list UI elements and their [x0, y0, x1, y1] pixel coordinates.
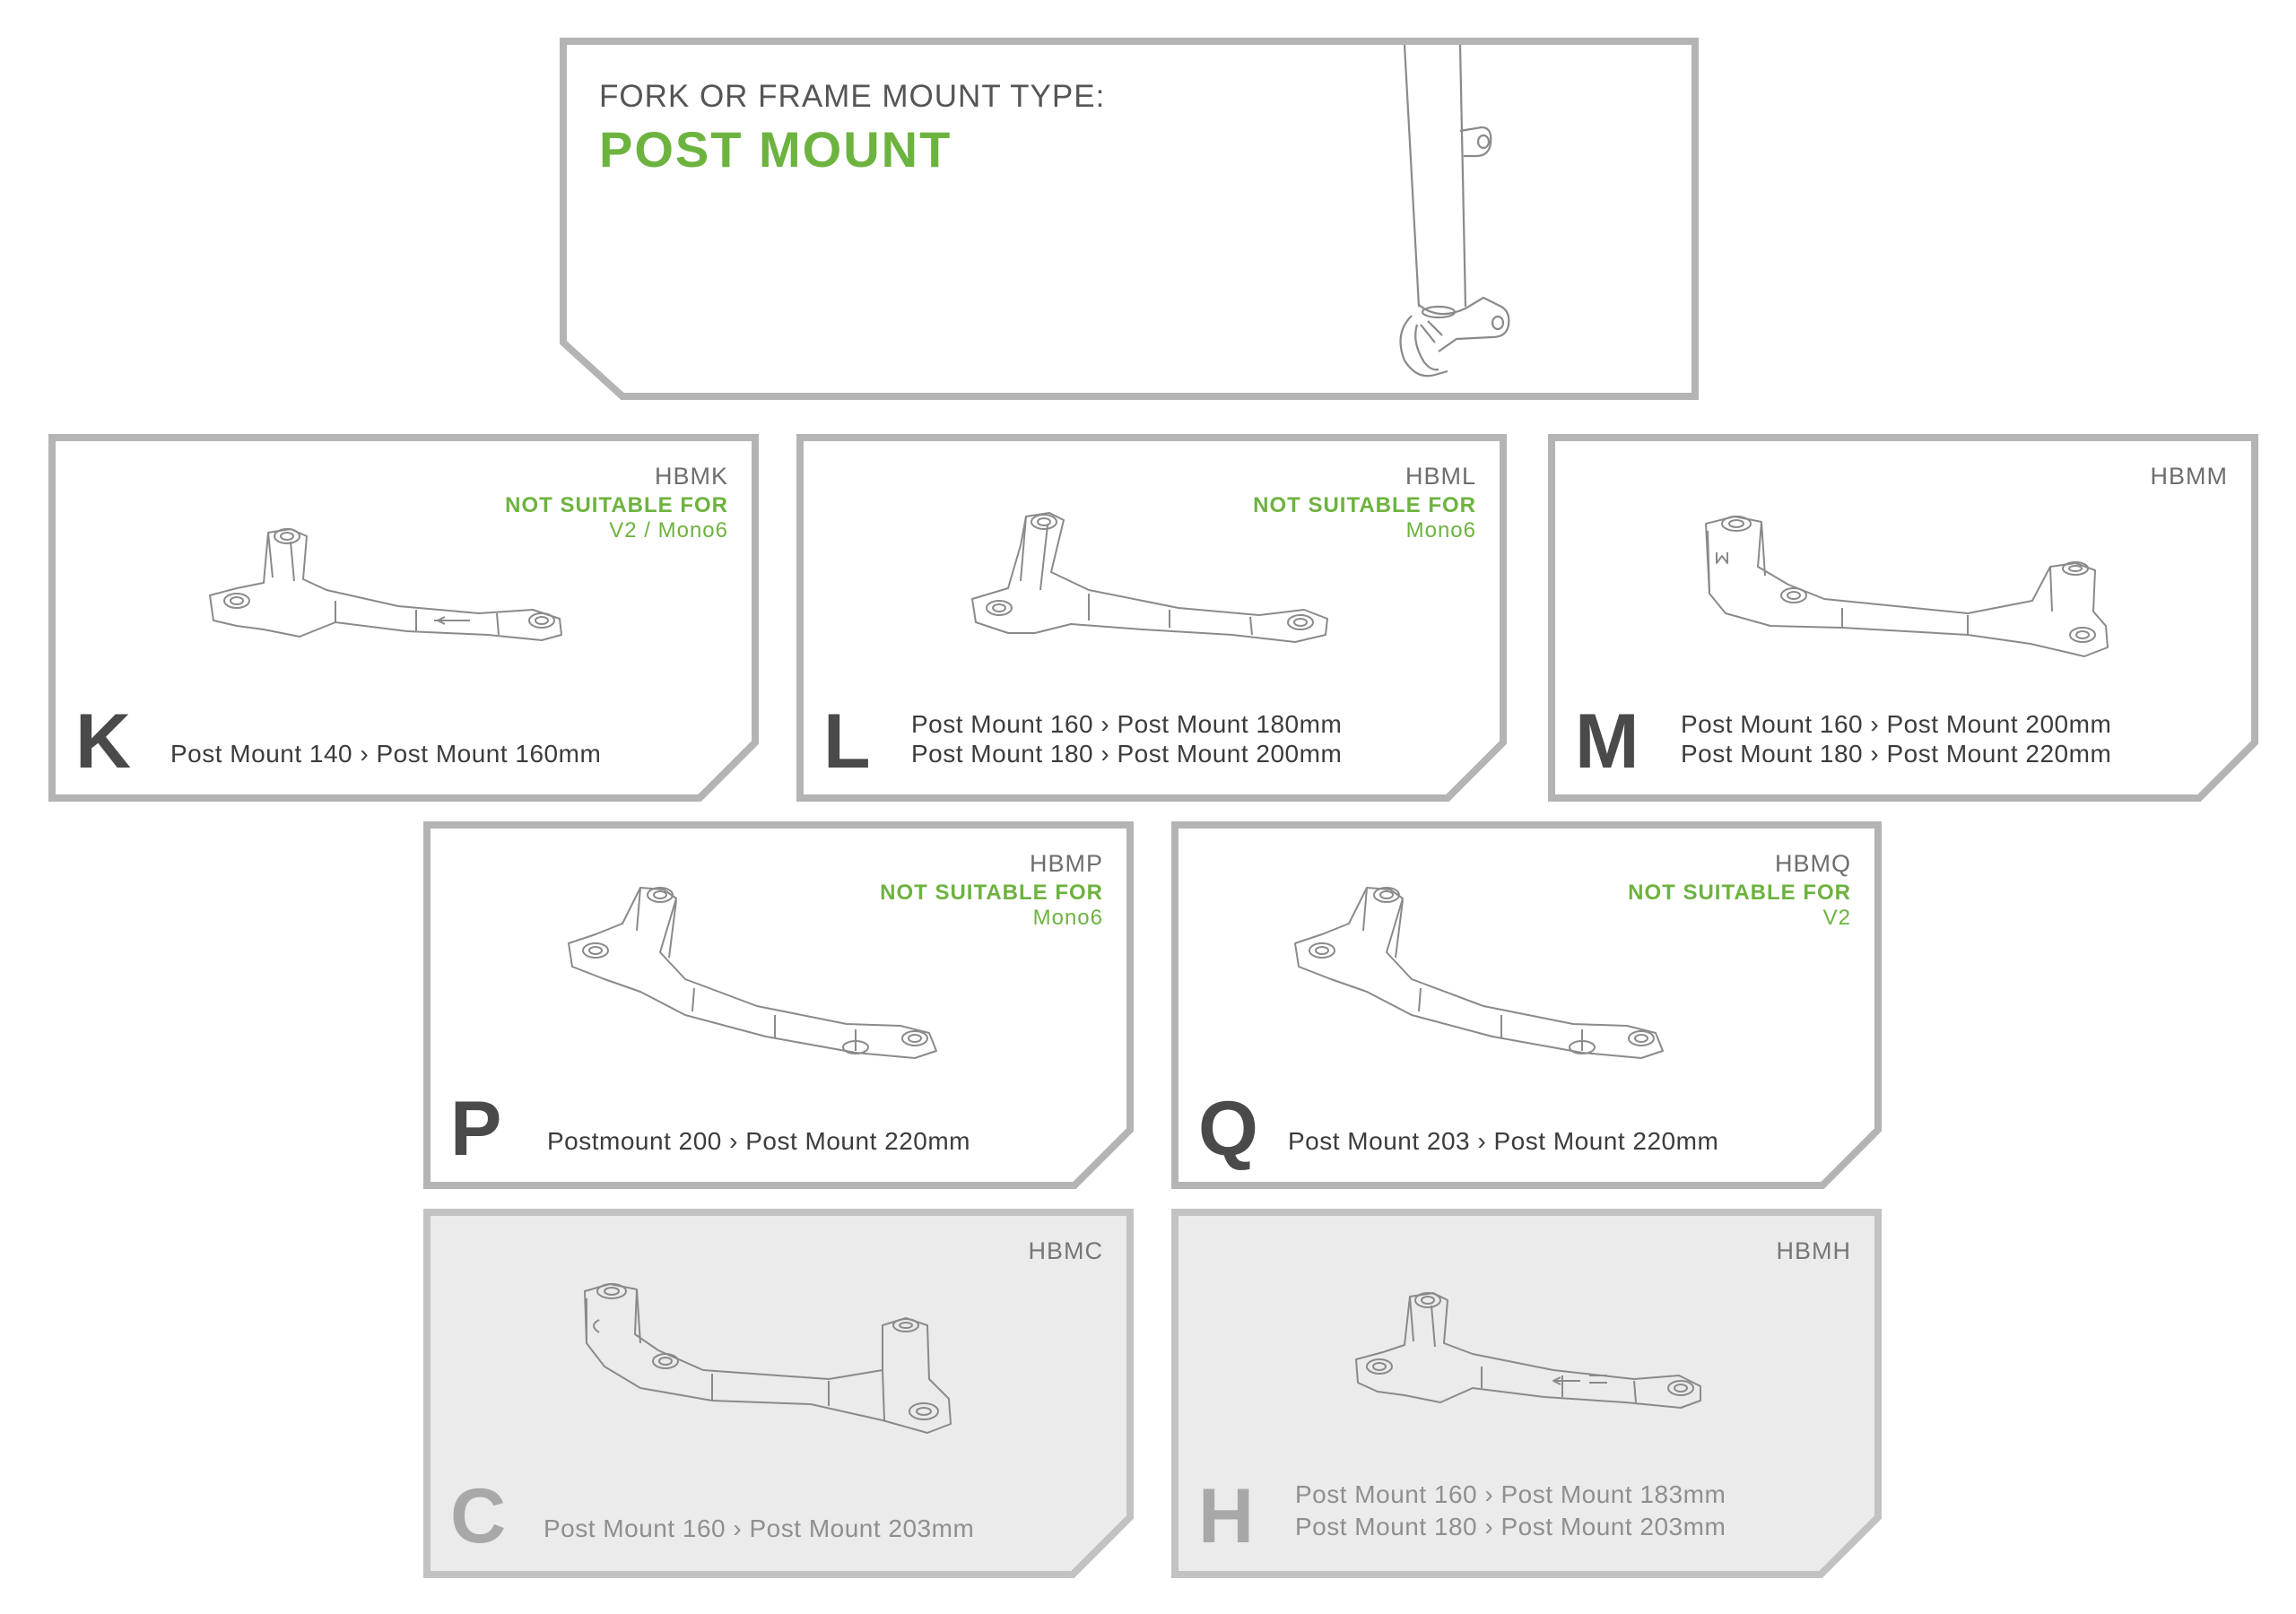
adapter-code: HBMP	[1029, 850, 1103, 877]
adapter-letter: L	[823, 699, 871, 785]
adapter-code: HBMM	[2150, 463, 2228, 490]
adapter-code: HBML	[1405, 463, 1476, 490]
adapter-card-hbmp	[423, 821, 1134, 1189]
adapter-code: HBMH	[1776, 1237, 1851, 1264]
fork-leg-illustration	[1349, 38, 1582, 400]
adapter-description-line: Postmount 200 › Post Mount 220mm	[547, 1127, 970, 1155]
adapter-letter: M	[1575, 699, 1639, 785]
adapter-card-hbmh	[1171, 1209, 1882, 1578]
not-suitable-label: NOT SUITABLE FOR	[880, 881, 1103, 905]
adapter-description-line: Post Mount 180 › Post Mount 220mm	[1681, 740, 2112, 768]
adapter-code: HBMK	[654, 463, 728, 490]
adapter-p-illustration	[560, 881, 972, 1069]
adapter-m-illustration	[1699, 513, 2129, 692]
adapter-description-line: Post Mount 140 › Post Mount 160mm	[170, 740, 602, 768]
adapter-h-illustration	[1347, 1288, 1742, 1422]
adapter-letter: P	[450, 1086, 502, 1172]
adapter-description-line: Post Mount 160 › Post Mount 200mm	[1681, 710, 2112, 738]
adapter-code: HBMQ	[1775, 850, 1851, 877]
adapter-c-illustration	[578, 1280, 990, 1460]
not-suitable-label: NOT SUITABLE FOR	[1253, 493, 1476, 517]
mount-type-title: POST MOUNT	[599, 121, 952, 178]
adapter-letter: H	[1198, 1473, 1255, 1559]
adapter-card-hbmc	[423, 1209, 1134, 1578]
mount-type-panel	[560, 38, 1699, 400]
not-suitable-models: Mono6	[1405, 518, 1476, 542]
adapter-card-hbmk	[48, 434, 759, 802]
adapter-l-illustration	[963, 509, 1358, 644]
adapter-letter: K	[75, 699, 132, 785]
not-suitable-models: Mono6	[1032, 906, 1103, 930]
not-suitable-models: V2	[1822, 906, 1851, 930]
adapter-letter: Q	[1198, 1086, 1258, 1172]
mount-type-label: FORK OR FRAME MOUNT TYPE:	[599, 79, 1106, 114]
not-suitable-label: NOT SUITABLE FOR	[505, 493, 728, 517]
adapter-q-illustration	[1286, 881, 1699, 1069]
adapter-description-line: Post Mount 180 › Post Mount 200mm	[911, 740, 1343, 768]
adapter-description-line: Post Mount 160 › Post Mount 180mm	[911, 710, 1343, 738]
adapter-letter: C	[450, 1473, 507, 1559]
adapter-card-hbmq	[1171, 821, 1882, 1189]
adapter-description-line: Post Mount 160 › Post Mount 183mm	[1295, 1480, 1726, 1508]
adapter-description-line: Post Mount 160 › Post Mount 203mm	[544, 1514, 975, 1542]
adapter-description-line: Post Mount 180 › Post Mount 203mm	[1295, 1513, 1726, 1540]
adapter-k-illustration	[201, 524, 613, 658]
adapter-code: HBMC	[1028, 1237, 1103, 1264]
adapter-card-hbml	[796, 434, 1507, 802]
adapter-card-hbmm	[1548, 434, 2258, 802]
not-suitable-models: V2 / Mono6	[609, 518, 728, 542]
adapter-description-line: Post Mount 203 › Post Mount 220mm	[1288, 1127, 1719, 1155]
not-suitable-label: NOT SUITABLE FOR	[1628, 881, 1851, 905]
